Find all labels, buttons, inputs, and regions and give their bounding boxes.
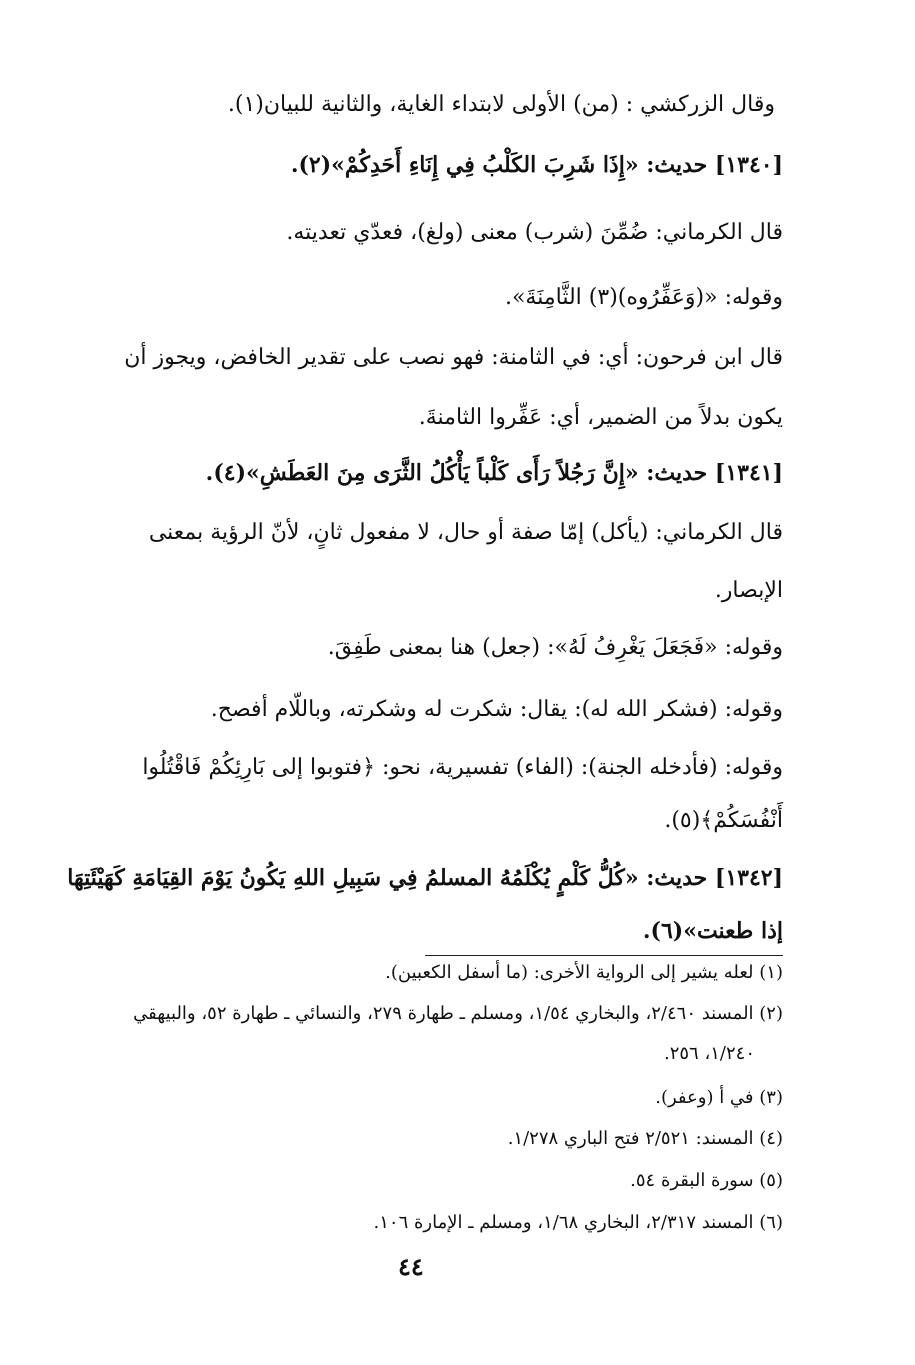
paragraph-fa-adkhalahu-line1: وقوله: (فأدخله الجنة): (الفاء) تفسيرية، نحو: ﴿فتوبوا إلى بَارِئِكُمْ فَاقْتُلُوا bbox=[142, 755, 783, 780]
hadith-1342-heading-line1: [١٣٤٢] حديث: «كُلُّ كَلْمٍ يُكْلَمُهُ المسلمُ فِي سَبِيلِ اللهِ يَكُونُ يَوْمَ القِيَامَةِ كَهَيْئَتِهَا bbox=[67, 865, 783, 891]
paragraph-kirmani-1: قال الكرماني: ضُمِّنَ (شرب) معنى (ولغ)، فعدّي تعديته. bbox=[286, 220, 783, 245]
hadith-1340-heading: [١٣٤٠] حديث: «إِذَا شَرِبَ الكَلْبُ فِي إِنَاءِ أَحَدِكُمْ»(٢). bbox=[290, 152, 783, 178]
footnote-6: (٦) المسند ٢/٣١٧، البخاري ١/٦٨، ومسلم ـ الإمارة ١٠٦. bbox=[373, 1212, 783, 1233]
footnote-4: (٤) المسند: ٢/٥٢١ فتح الباري ١/٢٧٨. bbox=[507, 1128, 783, 1149]
footnote-2-line1: (٢) المسند ٢/٤٦٠، والبخاري ١/٥٤، ومسلم ـ طهارة ٢٧٩، والنسائي ـ طهارة ٥٢، والبيهقي bbox=[133, 1003, 783, 1024]
paragraph-ibn-farhun-line2: يكون بدلاً من الضمير، أي: عَفِّروا الثامنةَ. bbox=[418, 405, 783, 430]
paragraph-kirmani-2-line1: قال الكرماني: (يأكل) إمّا صفة أو حال، لا مفعول ثانٍ، لأنّ الرؤية بمعنى bbox=[148, 520, 783, 545]
footnote-2-line2: ١/٢٤٠، ٢٥٦. bbox=[663, 1043, 755, 1064]
paragraph-fa-shakara: وقوله: (فشكر الله له): يقال: شكرت له وشكرته، وباللّام أفصح. bbox=[210, 697, 783, 722]
footnote-3: (٣) في أ (وعفر). bbox=[655, 1087, 783, 1108]
footnote-5: (٥) سورة البقرة ٥٤. bbox=[630, 1170, 783, 1191]
paragraph-wa-afiruhu: وقوله: «(وَعَفِّرُوه)(٣) الثَّامِنَةَ». bbox=[504, 285, 783, 310]
footnote-separator bbox=[425, 955, 783, 956]
footnote-1: (١) لعله يشير إلى الرواية الأخرى: (ما أسفل الكعبين). bbox=[385, 962, 783, 983]
paragraph-ibn-farhun-line1: قال ابن فرحون: أي: في الثامنة: فهو نصب على تقدير الخافض، ويجوز أن bbox=[124, 345, 783, 370]
hadith-1342-heading-line2: إذا طعنت»(٦). bbox=[642, 918, 783, 944]
paragraph-zarkashi: وقال الزركشي : (من) الأولى لابتداء الغاية، والثانية للبيان(١). bbox=[227, 92, 775, 117]
paragraph-fa-jaala: وقوله: «فَجَعَلَ يَغْرِفُ لَهُ»: (جعل) هنا بمعنى طَفِقَ. bbox=[327, 635, 783, 660]
page-number: ٤٤ bbox=[398, 1252, 424, 1281]
paragraph-kirmani-2-line2: الإبصار. bbox=[714, 578, 783, 603]
paragraph-fa-adkhalahu-line2: أَنْفُسَكُمْ﴾(٥). bbox=[664, 808, 783, 833]
hadith-1341-heading: [١٣٤١] حديث: «إِنَّ رَجُلاً رَأَى كَلْباً يَأْكُلُ الثَّرَى مِنَ العَطَشِ»(٤). bbox=[205, 460, 783, 486]
